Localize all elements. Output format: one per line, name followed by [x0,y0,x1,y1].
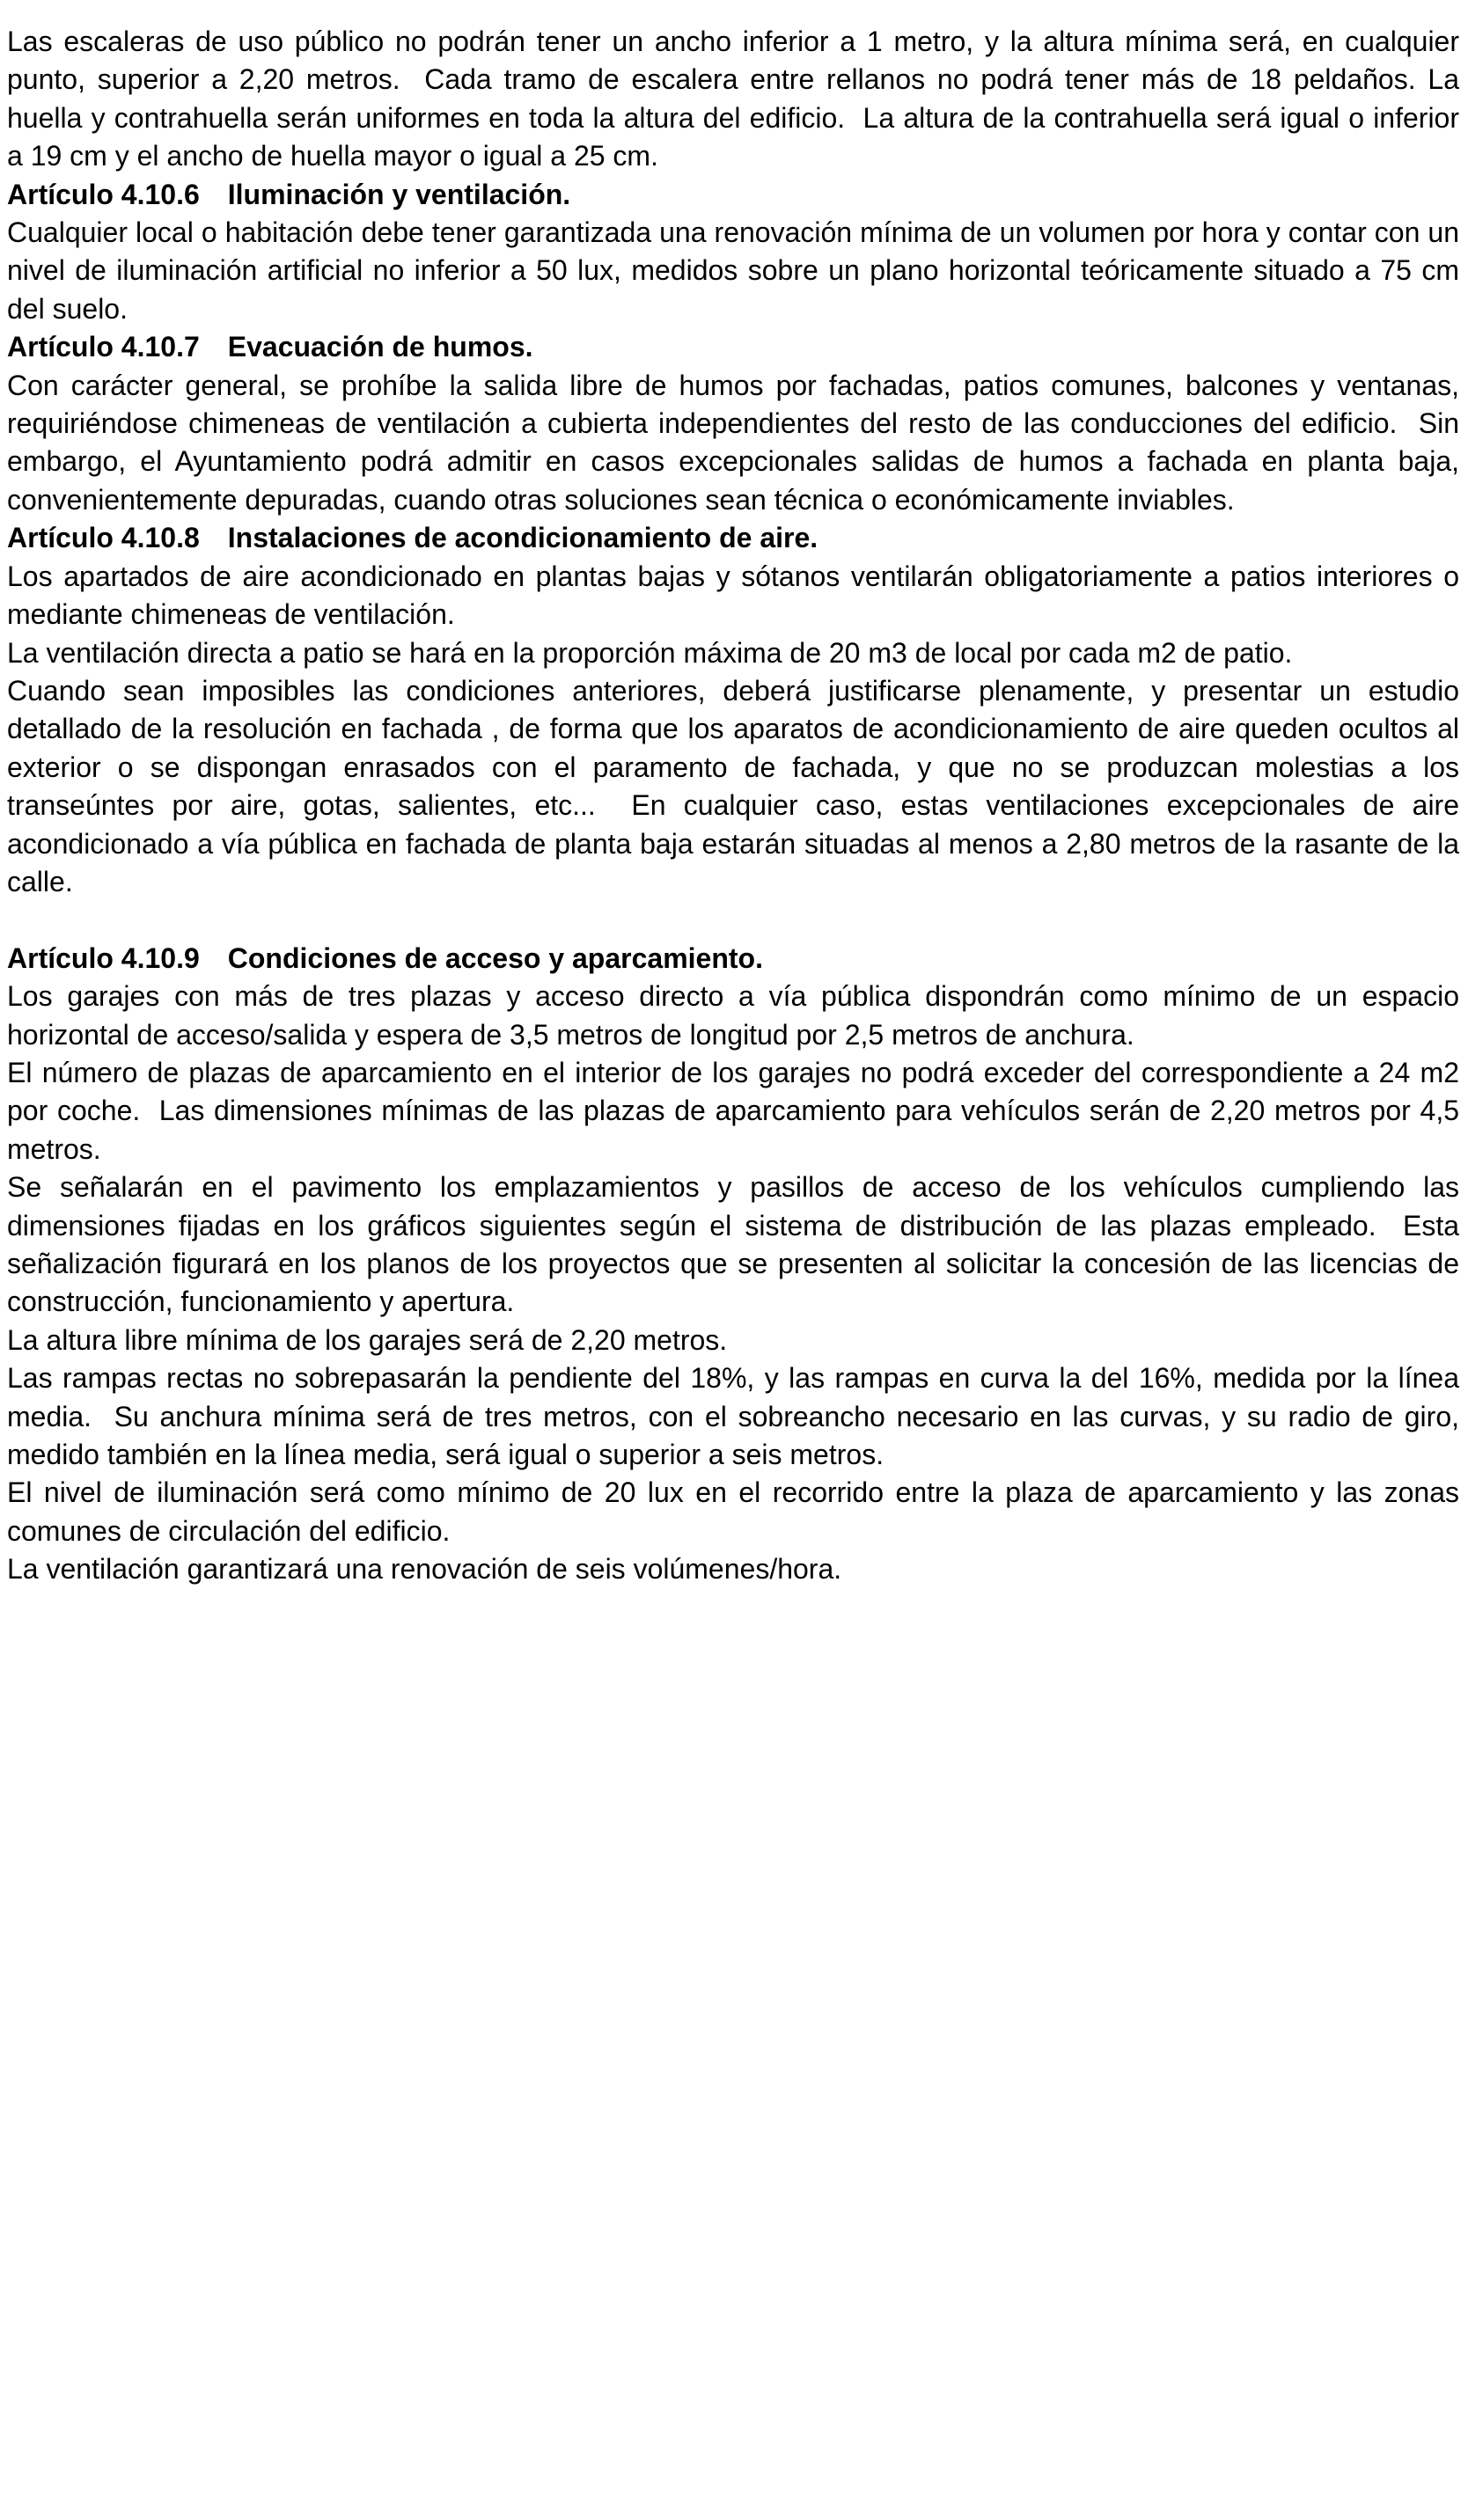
heading-articulo-4-10-9 [7,940,1459,978]
section-acceso-aparcamiento-body [7,978,1467,1589]
paragraph-ventilacion-patio: La ventilación directa a patio se hará en la proporción máxima de 20 m3 de local por cada m2 de patio. [7,636,1293,669]
article-title: Condiciones de acceso y aparcamiento. [227,941,763,974]
article-title: Evacuación de humos. [227,331,533,363]
paragraph-nivel-iluminacion: El nivel de iluminación será como mínimo de 20 lux en el recorrido entre la plaza de aparcamiento y las zonas comunes de circulación del edificio. [7,1476,1467,1547]
heading-articulo-4-10-7 [7,328,1459,366]
paragraph-altura-libre: La altura libre mínima de los garajes será de 2,20 metros. [7,1323,728,1356]
heading-articulo-4-10-8 [7,519,1459,557]
paragraph-senalizacion-pavimento: Se señalarán en el pavimento los emplazamientos y pasillos de acceso de los vehículos cumpliendo las dimensiones fijadas en los gráficos siguientes según el sistema de distribución de las plazas empleado. Esta señalización figurará en los planos de los proyectos que se presenten al solicitar la concesión de las licencias de construcción, funcionamiento y apertura. [7,1171,1467,1318]
section-acondicionamiento-aire-body [7,558,1467,902]
article-number: Artículo 4.10.8 [7,522,200,554]
paragraph-escaleras: Las escaleras de uso público no podrán tener un ancho inferior a 1 metro, y la altura mínima será, en cualquier punto, superior a 2,20 metros. Cada tramo de escalera entre rellanos no podrá tener más de 18 peldaños. La huella y contrahuella serán uniformes en toda la altura del edificio. La altura de la contrahuella será igual o inferior a 19 cm y el ancho de huella mayor o igual a 25 cm. [7,26,1467,172]
paragraph-plazas-dimensiones: El número de plazas de aparcamiento en el interior de los garajes no podrá exceder del correspondiente a 24 m2 por coche. Las dimensiones mínimas de las plazas de aparcamiento para vehículos serán de 2,20 metros por 4,5 metros. [7,1056,1467,1165]
paragraph-aparatos-aire: Los apartados de aire acondicionado en plantas bajas y sótanos ventilarán obligatoriamente a patios interiores o mediante chimeneas de ventilación. [7,560,1467,631]
article-title: Iluminación y ventilación. [227,178,571,210]
article-title: Instalaciones de acondicionamiento de aire. [227,522,818,554]
article-number: Artículo 4.10.9 [7,941,200,974]
paragraph-iluminacion-ventilacion: Cualquier local o habitación debe tener garantizada una renovación mínima de un volumen por hora y contar con un nivel de iluminación artificial no inferior a 50 lux, medidos sobre un plano horizontal teóricamente situado a 75 cm del suelo. [7,216,1467,325]
paragraph-rampas: Las rampas rectas no sobrepasarán la pendiente del 18%, y las rampas en curva la del 16%, medida por la línea media. Su anchura mínima será de tres metros, con el sobreancho necesario en las curvas, y su radio de giro, medido también en la línea media, será igual o superior a seis metros. [7,1362,1467,1471]
paragraph-ventilacion-renovacion: La ventilación garantizará una renovación de seis volúmenes/hora. [7,1553,842,1586]
paragraph-condiciones-excepcionales: Cuando sean imposibles las condiciones anteriores, deberá justificarse plenamente, y presentar un estudio detallado de la resolución en fachada , de forma que los aparatos de acondicionamiento de aire queden ocultos al exterior o se dispongan enrasados con el paramento de fachada, y que no se produzcan molestias a los transeúntes por aire, gotas, salientes, etc... En cualquier caso, estas ventilaciones excepcionales de aire acondicionado a vía pública en fachada de planta baja estarán situadas al menos a 2,80 metros de la rasante de la calle. [7,674,1467,897]
article-number: Artículo 4.10.6 [7,178,200,210]
heading-articulo-4-10-6 [7,176,1459,214]
article-number: Artículo 4.10.7 [7,331,200,363]
paragraph-garajes-acceso: Los garajes con más de tres plazas y acceso directo a vía pública dispondrán como mínimo de un espacio horizontal de acceso/salida y espera de 3,5 metros de longitud por 2,5 metros de anchura. [7,980,1467,1051]
paragraph-evacuacion-humos: Con carácter general, se prohíbe la salida libre de humos por fachadas, patios comunes, balcones y ventanas, requiriéndose chimeneas de ventilación a cubierta independientes del resto de las conducciones del edificio. Sin embargo, el Ayuntamiento podrá admitir en casos excepcionales salidas de humos a fachada en planta baja, convenientemente depuradas, cuando otras soluciones sean técnica o económicamente inviables. [7,369,1467,516]
